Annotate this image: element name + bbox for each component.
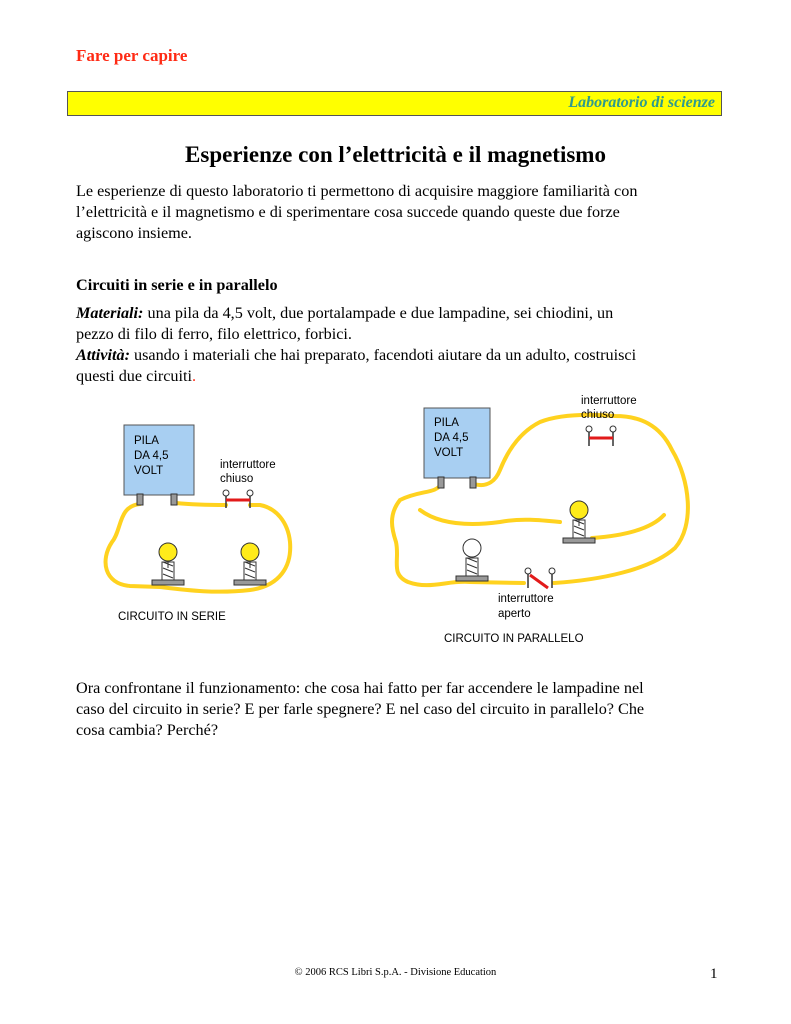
question-line: caso del circuito in serie? E per farle spegnere? E nel caso del circuito in parallelo? Che: [76, 700, 645, 718]
question-paragraph: [76, 678, 726, 741]
parallel-caption: CIRCUITO IN PARALLELO: [444, 633, 584, 645]
intro-line: Le esperienze di questo laboratorio ti permettono di acquisire maggiore familiarità con: [76, 182, 638, 200]
battery-terminal: [470, 477, 476, 488]
switch-label: interruttore: [581, 395, 637, 407]
parallel-wire: [592, 515, 664, 538]
battery-terminal: [171, 494, 177, 505]
battery-label: DA 4,5: [434, 432, 469, 444]
bulb-icon: [563, 501, 595, 543]
question-line: cosa cambia? Perché?: [76, 721, 219, 739]
activity-label: Attività:: [76, 346, 130, 364]
parallel-wire: [420, 510, 560, 524]
bulb-off-icon: [456, 539, 488, 581]
series-wire: [176, 503, 226, 505]
question-line: Ora confrontane il funzionamento: che cosa hai fatto per far accendere le lampadine nel: [76, 679, 644, 697]
switch-label: interruttore: [220, 459, 276, 471]
banner-label: Laboratorio di scienze: [568, 94, 715, 111]
switch-label: chiuso: [220, 473, 254, 485]
series-circuit: [106, 425, 291, 623]
series-wire: [106, 504, 291, 592]
battery-label: VOLT: [134, 465, 164, 477]
page-title: Esperienze con l’elettricità e il magnetismo: [185, 142, 606, 167]
intro-line: agiscono insieme.: [76, 224, 192, 242]
activity-line: Attività: usando i materiali che hai preparato, facendoti aiutare da un adulto, costruisci: [76, 346, 637, 364]
battery-label: DA 4,5: [134, 450, 169, 462]
parallel-wire: [392, 484, 524, 585]
materials-line: Materiali: una pila da 4,5 volt, due portalampade e due lampadine, sei chiodini, un: [76, 304, 614, 322]
section-heading: Circuiti in serie e in parallelo: [76, 276, 278, 294]
battery-label: PILA: [134, 435, 159, 447]
page-number: 1: [710, 966, 718, 982]
activity-line-2: questi due circuiti.: [76, 367, 197, 385]
series-caption: CIRCUITO IN SERIE: [118, 611, 226, 623]
battery-label: PILA: [434, 417, 459, 429]
parallel-circuit: [392, 395, 688, 645]
battery-terminal: [137, 494, 143, 505]
switch-label: aperto: [498, 608, 531, 620]
materials-line-2: pezzo di filo di ferro, filo elettrico, forbici.: [76, 325, 352, 343]
switch-closed-parallel: [586, 426, 616, 446]
battery-terminal: [438, 477, 444, 488]
bulb-icon: [234, 543, 266, 585]
materials-label: Materiali:: [76, 304, 144, 322]
switch-label: interruttore: [498, 593, 554, 605]
switch-open-parallel: [525, 568, 555, 588]
bulb-icon: [152, 543, 184, 585]
parallel-wire: [474, 415, 688, 583]
footer-copyright: © 2006 RCS Libri S.p.A. - Divisione Education: [294, 967, 497, 978]
battery-label: VOLT: [434, 447, 464, 459]
switch-label: chiuso: [581, 409, 615, 421]
intro-line: l’elettricità e il magnetismo e di sperimentare cosa succede quando queste due forze: [76, 203, 620, 221]
section-label: Fare per capire: [76, 46, 188, 65]
